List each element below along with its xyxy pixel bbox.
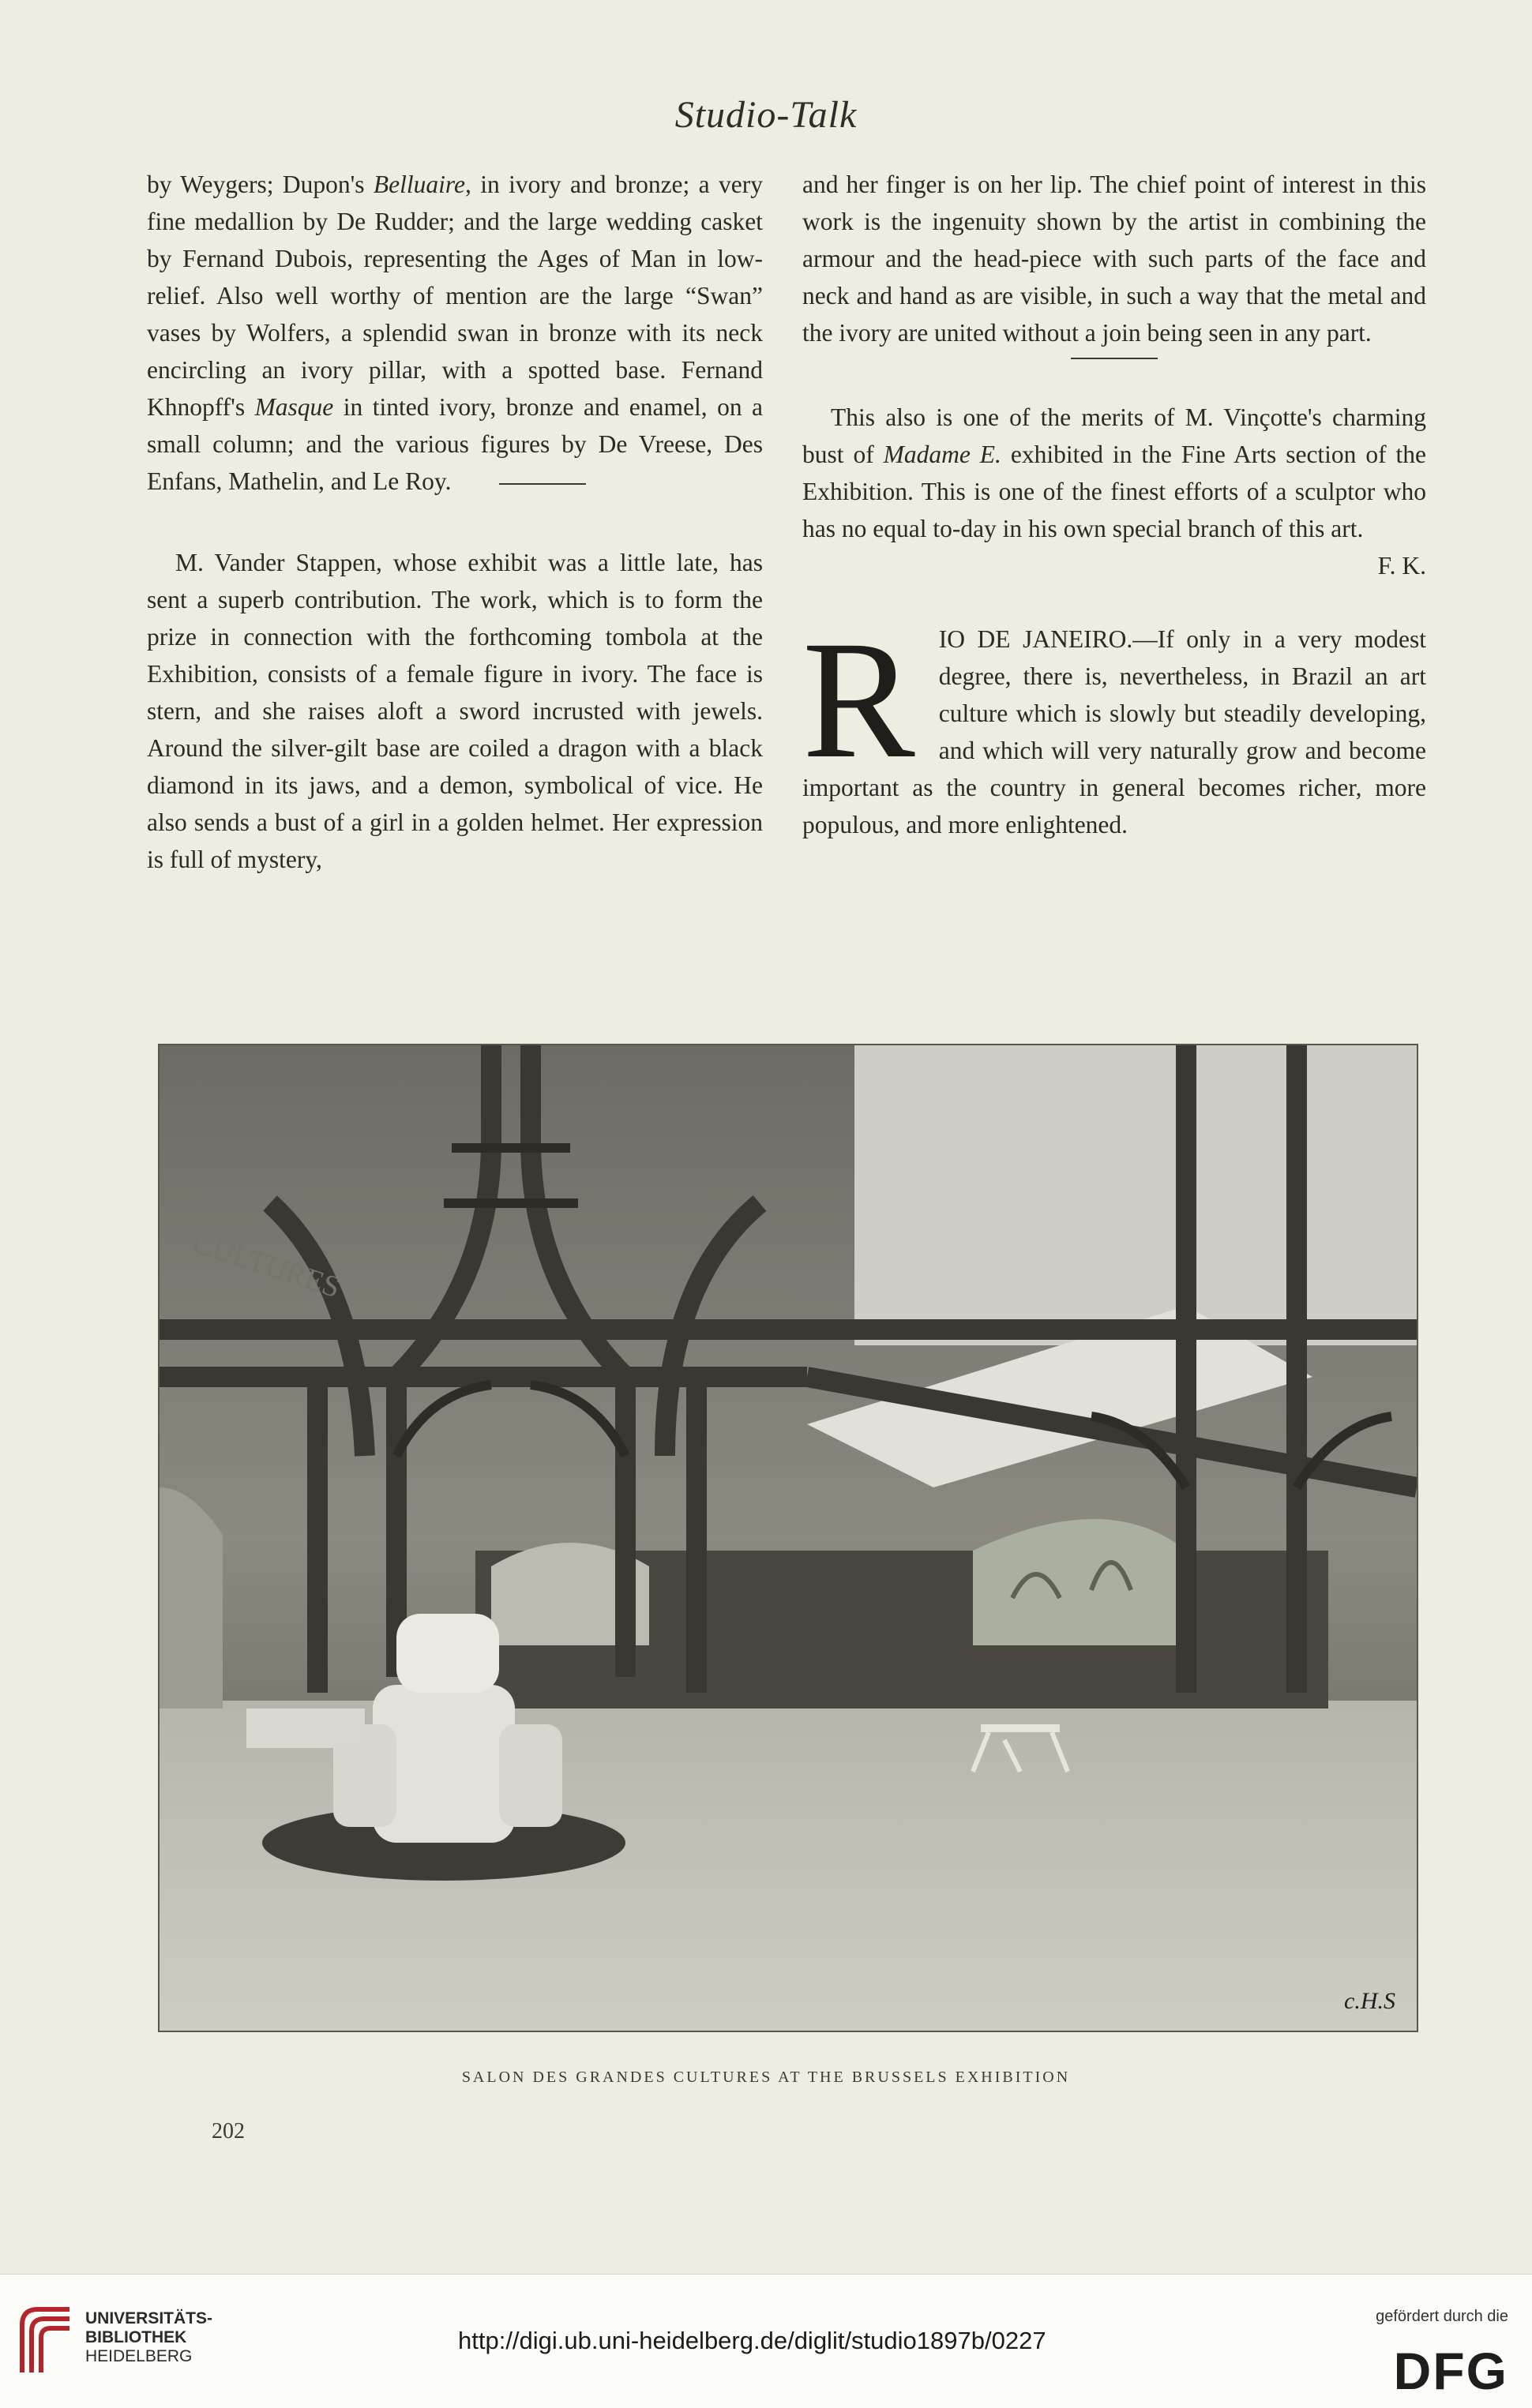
page-number: 202	[212, 2119, 245, 2144]
hall-banner-text: CULTURES	[189, 1225, 344, 1305]
right-paragraph-3	[802, 606, 1426, 843]
text-run: exhibited in the Fine Arts section of the Exhibition. This is one of the finest efforts of a sculptor who has no equal to-day in his own special branch of this art.	[802, 441, 1427, 542]
section-rule	[1071, 358, 1158, 359]
dfg-logo: DFG	[1393, 2342, 1508, 2400]
illustration-caption: SALON DES GRANDES CULTURES AT THE BRUSSELS EXHIBITION	[461, 2069, 1071, 2086]
library-name-line: UNIVERSITÄTS-	[85, 2309, 213, 2327]
cotton-bales-top	[396, 1614, 499, 1693]
cotton-bale-right	[499, 1724, 562, 1827]
library-name-line: BIBLIOTHEK	[85, 2328, 187, 2346]
running-head: Studio-Talk	[674, 94, 858, 136]
text-run: by Weygers; Dupon's	[147, 171, 374, 198]
right-column	[802, 166, 1426, 843]
left-paragraph-1	[147, 166, 763, 500]
text-run: IO DE JANEIRO.—If only in a very modest degree, there is, nevertheless, in Brazil an art culture which is slowly but steadily developing, and which will very naturally grow and become important as the country in general becomes richer, more populous, and more enlightened.	[802, 625, 1426, 838]
author-signature: F. K.	[1377, 552, 1426, 579]
paragraph-gap	[147, 500, 763, 544]
digitization-footer	[0, 2274, 1532, 2408]
text-run: , in ivory and bronze; a very fine medallion by De Rudder; and the large wedding casket by Fernand Dubois, representing the Ages of Man in low-relief. Also well worthy of mention are the large “Swan” vases by Wolfers, a splendid swan in bronze with its neck encircling an ivory pillar, with a spotted base. Fernand Khnopff's	[147, 171, 763, 421]
permalink-url[interactable]: http://digi.ub.uni-heidelberg.de/diglit/studio1897b/0227	[458, 2327, 1046, 2354]
mural-arch	[973, 1519, 1186, 1645]
left-column	[147, 166, 763, 878]
engraver-monogram: c.H.S	[1344, 1988, 1395, 2014]
small-table	[981, 1724, 1060, 1732]
italic-title: Masque	[254, 393, 334, 421]
right-paragraph-1: and her finger is on her lip. The chief point of interest in this work is the ingenuity shown by the artist in combining the armour and the head-piece with such parts of the face and neck and hand as are visible, in such a way that the metal and the ivory are united without a join being seen in any part.	[802, 171, 1426, 347]
text-run: in tinted ivory, bronze and enamel, on a small column; and the various figures by De Vreese, Des Enfans, Mathelin, and Le Roy.	[147, 393, 764, 495]
library-name	[85, 2309, 212, 2366]
library-name-line: HEIDELBERG	[85, 2347, 193, 2365]
drop-cap: R	[802, 606, 915, 793]
funded-by-label: gefördert durch die	[1376, 2308, 1508, 2325]
university-library-logo-icon	[14, 2301, 77, 2377]
hall-illustration-svg	[160, 1045, 1417, 2031]
text-run: This also is one of the merits of M. Vinçotte's charming bust of	[802, 403, 1426, 468]
left-paragraph-2: M. Vander Stappen, whose exhibit was a little late, has sent a superb contribution. The work, which is to form the prize in connection with the forthcoming tombola at the Exhibition, consists of a female figure in ivory. The face is stern, and she raises aloft a sword incrusted with jewels. Around the silver-gilt base are coiled a dragon with a black diamond in its jaws, and a demon, symbolical of vice. He also sends a bust of a girl in a golden helmet. Her expression is full of mystery,	[147, 549, 763, 873]
right-paragraph-2	[802, 399, 1426, 547]
italic-title: Belluaire	[373, 171, 465, 198]
exhibition-hall-photograph	[158, 1044, 1418, 2032]
bright-window	[854, 1045, 1417, 1345]
bench-left	[246, 1708, 365, 1748]
section-rule	[499, 483, 586, 485]
italic-title: Madame E.	[883, 441, 1001, 468]
